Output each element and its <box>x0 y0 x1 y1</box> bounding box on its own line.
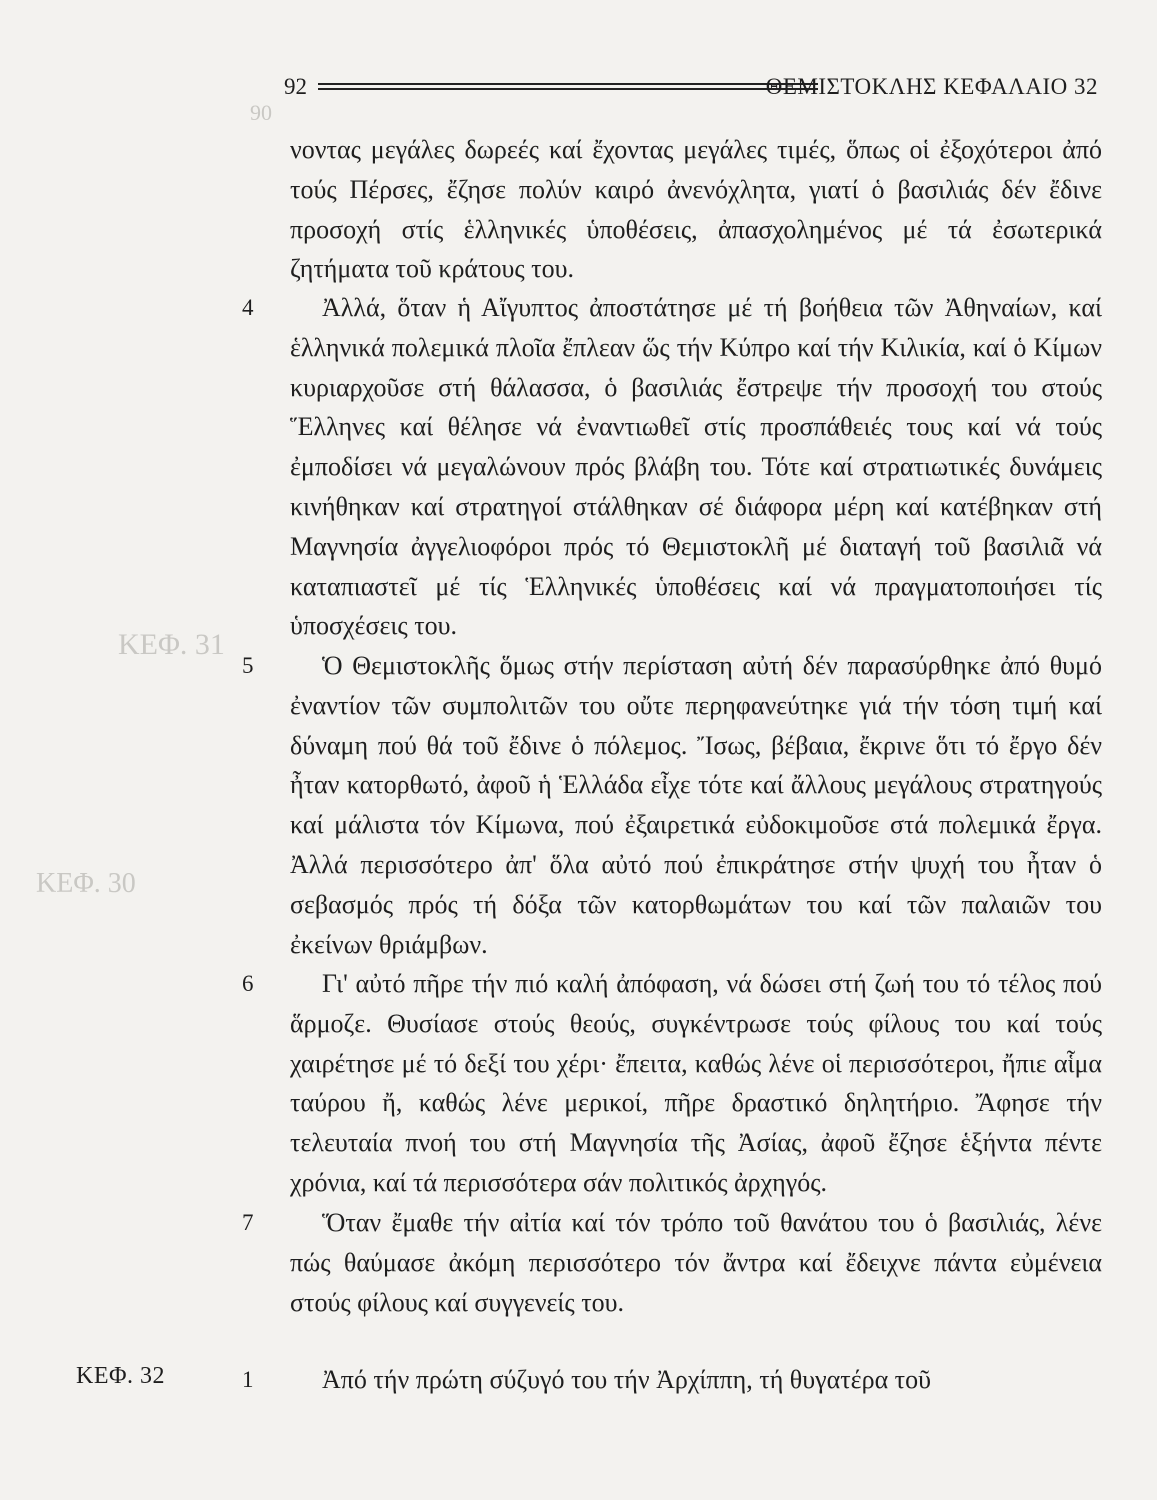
paragraph-text: νοντας μεγάλες δωρεές καί ἔχοντας μεγάλες τιμές, ὅπως οἱ ἐξοχότεροι ἀπό τούς Πέρσες, ἔζησε πολύν καιρό ἀνενόχλητα, γιατί ὁ βασιλιάς δέν ἔδινε προσοχή στίς ἑλληνικές ὑποθέσεις, ἀπασχολημένος μέ τά ἐσωτερικά ζητήματα τοῦ κράτους του. <box>290 135 1102 284</box>
paragraph <box>242 1203 1102 1323</box>
paragraph-number: 6 <box>242 971 254 996</box>
paragraph-number: 5 <box>242 653 254 678</box>
header-double-rule <box>318 83 818 90</box>
page-number: 92 <box>284 74 307 99</box>
paragraph-number: 1 <box>242 1367 254 1392</box>
show-through-text: ΚΕΦ. 30 <box>36 868 136 899</box>
paragraph-text: Γι' αὐτό πῆρε τήν πιό καλή ἀπόφαση, νά δώσει στή ζωή του τό τέλος πού ἅρμοζε. Θυσίασε στούς θεούς, συγκέντρωσε τούς φίλους του καί τούς χαιρέτησε μέ τό δεξί του χέρι· ἔπειτα, καθώς λένε οἱ περισσότεροι, ἤπιε αἷμα ταύρου ἤ, καθώς λένε μερικοί, πῆρε δραστικό δηλητήριο. Ἄφησε τήν τελευταία πνοή του στή Μαγνησία τῆς Ἀσίας, ἀφοῦ ἔζησε ἑξήντα πέντε χρόνια, καί τά περισσότερα σάν πολιτικός ἀρχηγός. <box>290 969 1102 1197</box>
running-head-title: ΘΕΜΙΣΤΟΚΛΗΣ ΚΕΦΑΛΑΙΟ 32 <box>765 74 1098 99</box>
paragraph-text: Ἀπό τήν πρώτη σύζυγό του τήν Ἀρχίππη, τή θυγατέρα τοῦ <box>322 1365 932 1394</box>
paragraph <box>242 964 1102 1203</box>
main-text-block <box>242 130 1102 1323</box>
paragraph <box>242 646 1102 964</box>
chapter-32-start <box>242 1360 1102 1400</box>
paragraph <box>290 130 1102 288</box>
paragraph <box>242 288 1102 646</box>
show-through-text: 90 <box>250 100 272 125</box>
show-through-text: ΚΕΦ. 31 <box>118 628 225 661</box>
paragraph-text: Ὁ Θεμιστοκλῆς ὅμως στήν περίσταση αὐτή δέν παρασύρθηκε ἀπό θυμό ἐναντίον τῶν συμπολιτῶν του οὔτε περηφανεύτηκε γιά τήν τόση τιμή καί δύναμη πού θά τοῦ ἔδινε ὁ πόλεμος. Ἴσως, βέβαια, ἔκρινε ὅτι τό ἔργο δέν ἦταν κατορθωτό, ἀφοῦ ἡ Ἑλλάδα εἶχε τότε καί ἄλλους μεγάλους στρατηγούς καί μάλιστα τόν Κίμωνα, πού ἐξαιρετικά εὐδοκιμοῦσε στά πολεμικά ἔργα. Ἀλλά περισσότερο ἀπ' ὅλα αὐτό πού ἐπικράτησε στήν ψυχή του ἦταν ὁ σεβασμός πρός τή δόξα τῶν κατορθωμάτων του καί τῶν παλαιῶν του ἐκείνων θριάμβων. <box>290 651 1102 959</box>
paragraph-text: Ἀλλά, ὅταν ἡ Αἴγυπτος ἀποστάτησε μέ τή βοήθεια τῶν Ἀθηναίων, καί ἑλληνικά πολεμικά πλοῖα ἔπλεαν ὥς τήν Κύπρο καί τήν Κιλικία, καί ὁ Κίμων κυριαρχοῦσε στή θάλασσα, ὁ βασιλιάς ἔστρεψε τήν προσοχή του στούς Ἕλληνες καί θέλησε νά ἐναντιωθεῖ στίς προσπάθειές τους καί νά τούς ἐμποδίσει νά μεγαλώνουν πρός βλάβη του. Τότε καί στρατιωτικές δυνάμεις κινήθηκαν καί στρατηγοί στάλθηκαν σέ διάφορα μέρη καί κατέβηκαν στή Μαγνησία ἀγγελιοφόροι πρός τό Θεμιστοκλῆ μέ διαταγή τοῦ βασιλιᾶ νά καταπιαστεῖ μέ τίς Ἑλληνικές ὑποθέσεις καί νά πραγματοποιήσει τίς ὑποσχέσεις του. <box>290 293 1102 641</box>
paragraph <box>242 1360 1102 1400</box>
paragraph-text: Ὅταν ἔμαθε τήν αἰτία καί τόν τρόπο τοῦ θανάτου του ὁ βασιλιάς, λένε πώς θαύμασε ἀκόμη περισσότερο τόν ἄντρα καί ἔδειχνε πάντα εὐμένεια στούς φίλους καί συγγενείς του. <box>290 1208 1102 1317</box>
running-header <box>284 66 1098 106</box>
paragraph-number: 4 <box>242 295 254 320</box>
paragraph-number: 7 <box>242 1210 254 1235</box>
chapter-margin-label: ΚΕΦ. 32 <box>76 1363 166 1389</box>
